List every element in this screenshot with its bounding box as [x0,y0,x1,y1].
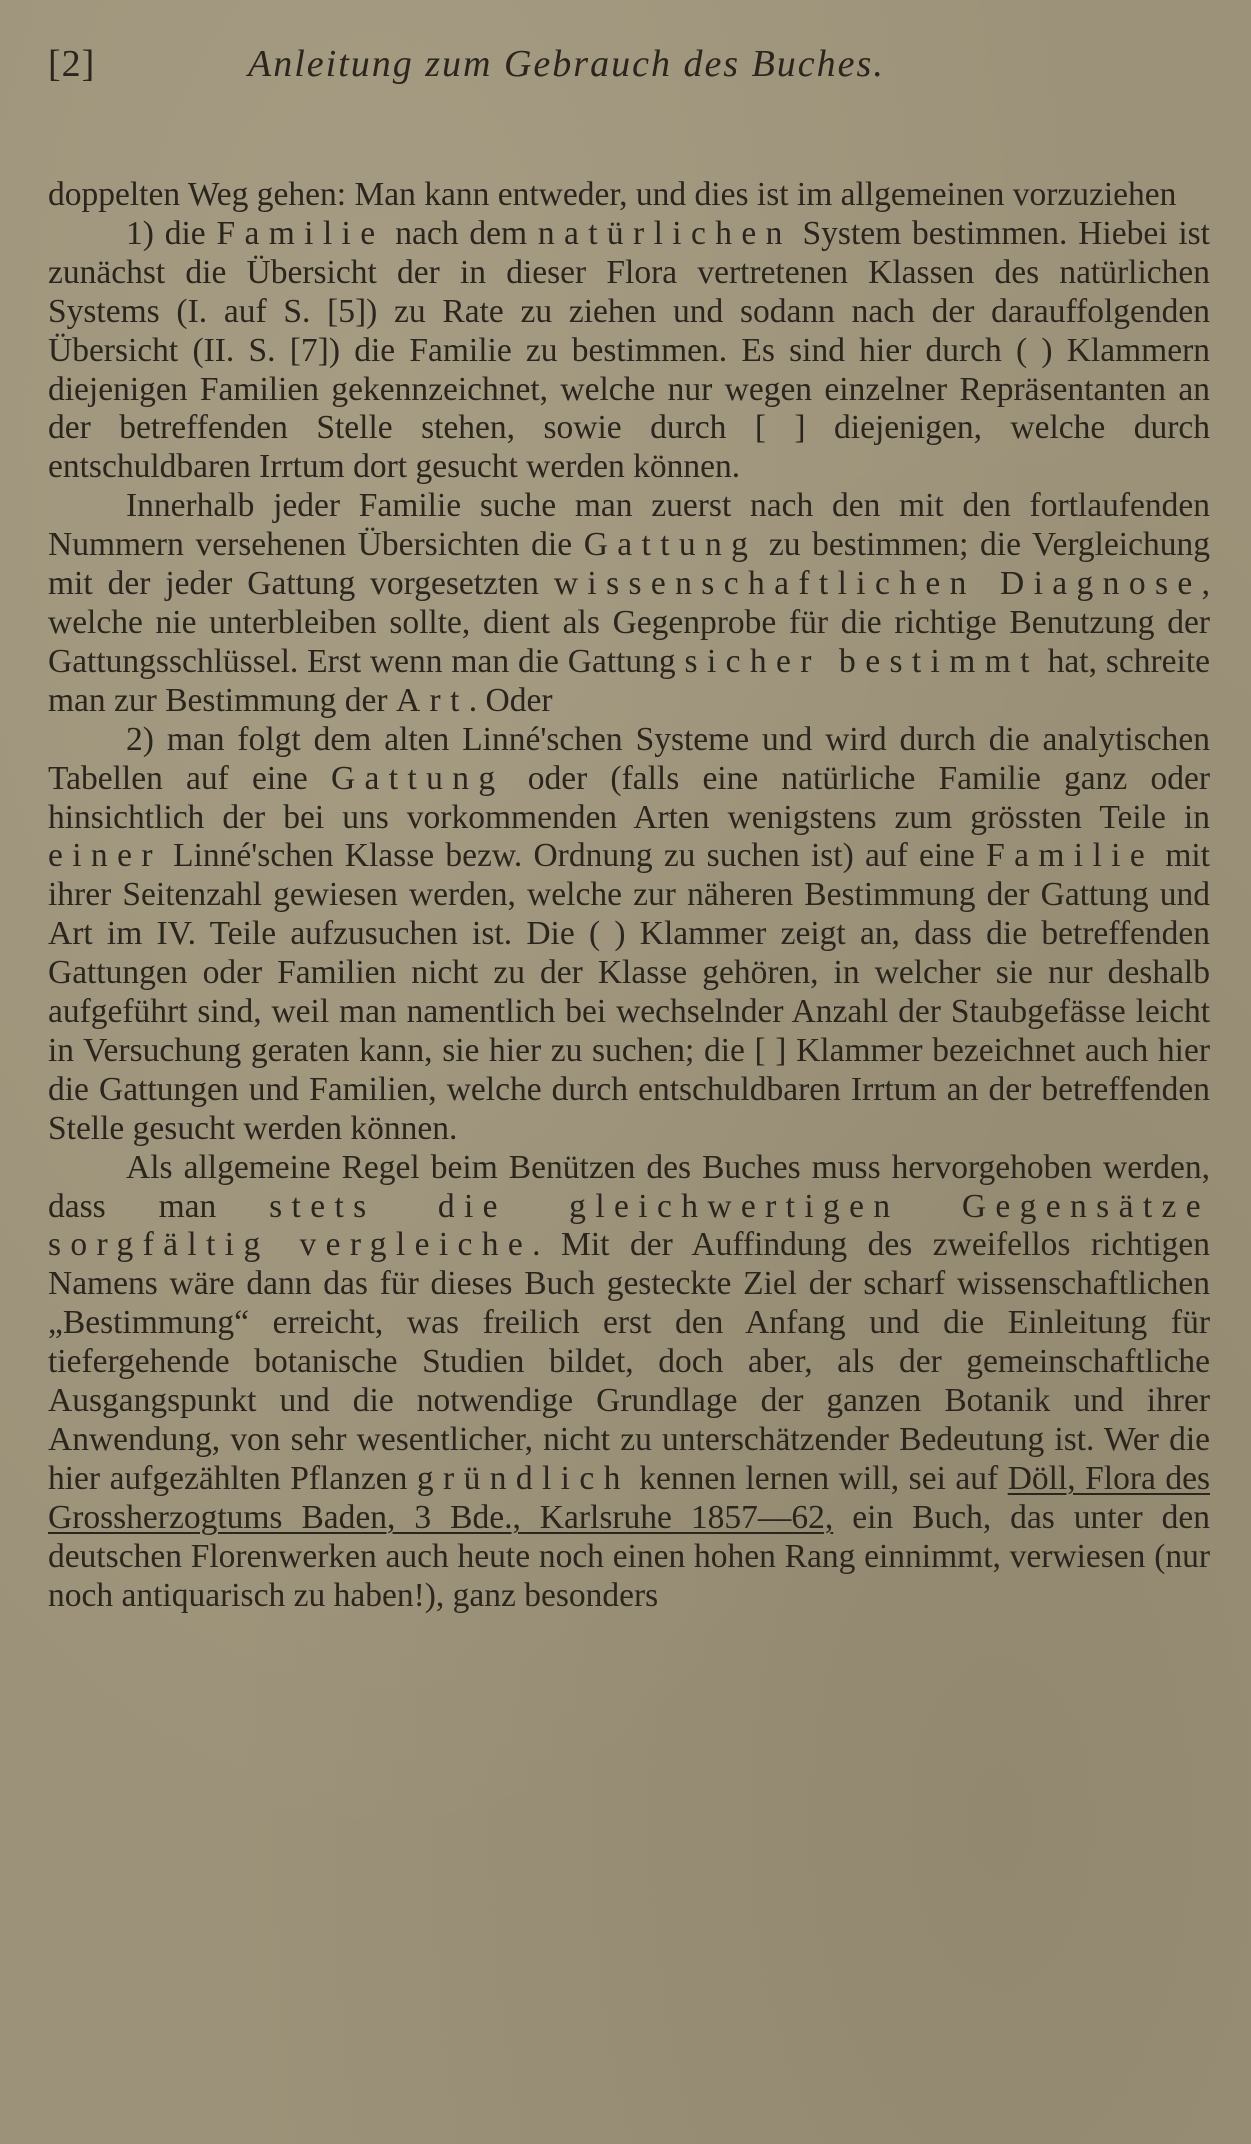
paragraph-general-rule [48,1149,1210,1616]
paragraph-method-1 [48,215,1210,487]
paragraph-text: , welche nie unterbleiben sollte, dient als Gegenprobe für die richtige Benutzung der Gattungsschlüssel. Erst wenn man die Gattung [48,565,1210,680]
paragraph-text: zu bestimmen; die Vergleichung mit der jeder Gattung vorgesetzten [48,526,1210,603]
paragraph-text: Als allgemeine Regel beim Benützen des Buches muss hervorgehoben werden, dass man [48,1148,1210,1225]
book-page [48,38,1210,1616]
spaced-emphasis: sicher bestimmt [684,642,1039,680]
paragraph-text: ein Buch, das unter den deutschen Florenwerken auch heute noch einen hohen Rang einnimmt, verwiesen (nur noch antiquarisch zu haben!), ganz besonders [48,1498,1210,1614]
spaced-emphasis: wissenschaftlichen Diagnose [553,565,1202,603]
paragraph-text: nach dem [384,214,538,252]
paragraph-text: System bestimmen. Hiebei ist zunächst die Übersicht der in dieser Flora vertretenen Klassen des natürlichen Systems (I. auf S. [5]) zu Rate zu ziehen und sodann nach der darauffolgenden Übersicht (II. S. [7]) die Familie zu bestimmen. Es sind hier durch ( ) Klammern diejenigen Familien gekennzeichnet, welche nur wegen einzelner Repräsentanten an der betreffenden Stelle stehen, sowie durch [ ] diejenigen, welche durch entschuldbaren Irrtum dort gesucht werden können. [48,214,1210,486]
paragraph-text: doppelten Weg gehen: Man kann entweder, und dies ist im allgemeinen vorzuziehen [48,176,1177,213]
running-head [48,38,1210,100]
paragraph-genus-determination [48,487,1210,720]
spaced-emphasis: einer [48,837,162,875]
paragraph-continuation [48,176,1210,215]
paragraph-text: mit ihrer Seitenzahl gewiesen werden, welche zur näheren Bestimmung der Gattung und Art im IV. Teile aufzusuchen ist. Die ( ) Klammer zeigt an, dass die betreffenden Gattungen oder Familien nicht zu der Klasse gehören, in welcher sie nur deshalb aufgeführt sind, weil man namentlich bei wechselnder Anzahl der Staubgefässe leicht in Versuchung geraten kann, sie hier zu suchen; die [ ] Klammer bezeichnet auch hier die Gattungen und Familien, welche durch entschuldbaren Irrtum an der betreffenden Stelle gesucht werden können. [48,837,1210,1147]
paragraph-text: kennen lernen will, sei auf [629,1459,1008,1497]
paragraph-text: . Mit der Auffindung des zweifellos richtigen Namens wäre dann das für dieses Buch gesteckte Ziel der scharf wissenschaftlichen „Bestimmung“ erreicht, was freilich erst den Anfang und die Einleitung für tiefergehende botanische Studien bildet, doch aber, als der gemeinschaftliche Ausgangspunkt und die notwendige Grundlage der ganzen Botanik und ihrer Anwendung, von sehr wesentlicher, nicht zu unterschätzender Bedeutung ist. Wer die hier aufgezählten Pflanzen [48,1226,1211,1497]
spaced-emphasis: stets die gleichwertigen Gegensätze sorgfältig vergleiche [48,1187,1211,1264]
paragraph-text: Linné'schen Klasse bezw. Ordnung zu suchen ist) auf eine [161,837,987,875]
paragraph-text: Innerhalb jeder Familie suche man zuerst nach den mit den fortlaufenden Nummern versehenen Übersichten die [48,487,1210,564]
paragraph-text: hat, schreite man zur Bestimmung der [48,642,1210,719]
spaced-emphasis: Familie [986,837,1155,875]
paragraph-text: . Oder [468,681,553,719]
paragraph-text: oder (falls eine natürliche Familie ganz oder hinsichtlich der bei uns vorkommenden Arten wenigstens zum grössten Teile in [48,759,1210,836]
spaced-emphasis: Art [395,681,469,719]
spaced-emphasis: Gattung [583,526,758,564]
paragraph-text: 2) man folgt dem alten Linné'schen Systeme und wird durch die analytischen Tabellen auf eine [48,720,1210,797]
spaced-emphasis: gründlich [416,1459,630,1497]
spaced-emphasis: Familie [216,214,385,252]
paragraph-text: 1) die [126,214,217,252]
running-title: Anleitung zum Gebrauch des Buches. [248,43,885,85]
spaced-emphasis: natürlichen [537,214,792,252]
spaced-emphasis: Gattung [330,759,505,797]
body-text [48,176,1210,1616]
underlined-reference: Döll, Flora des Grossherzogtums Baden, 3 Bde., Karlsruhe 1857—62, [48,1459,1210,1536]
page-number: [2] [48,43,96,85]
paragraph-method-2 [48,721,1210,1149]
